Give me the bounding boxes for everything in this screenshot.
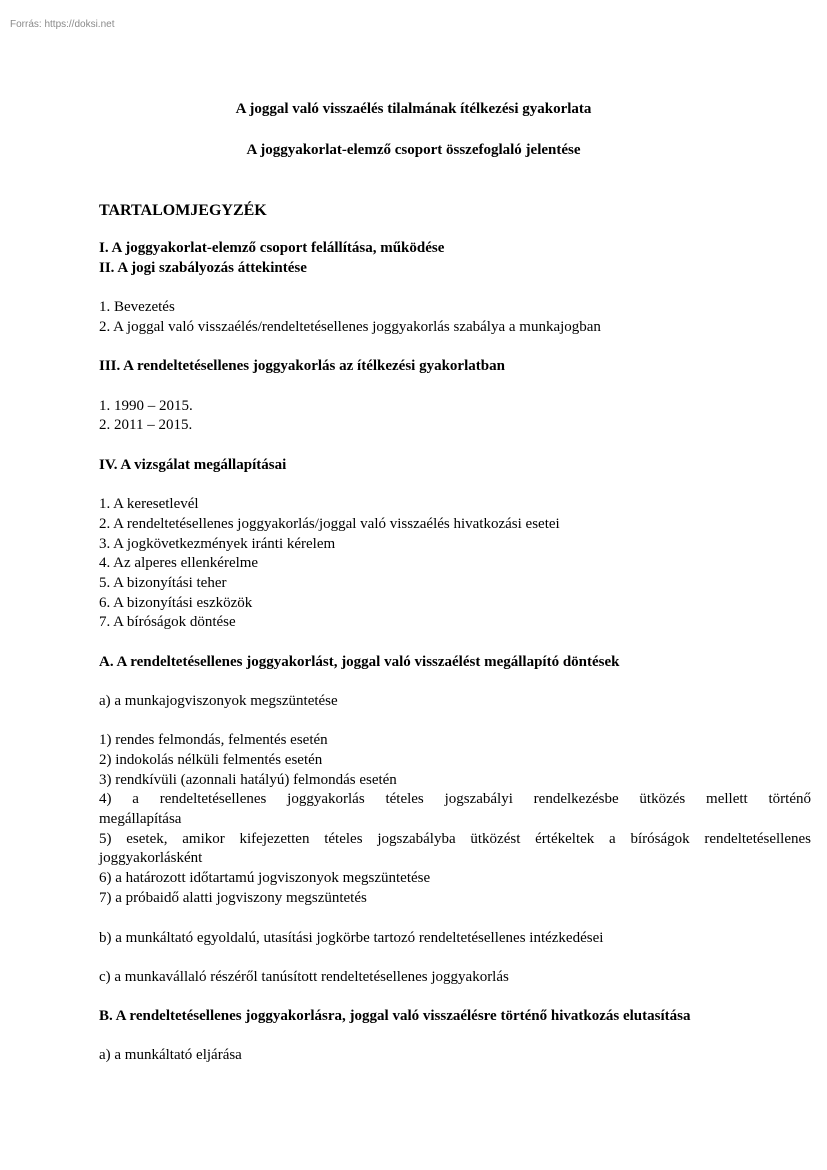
toc-section-2: II. A jogi szabályozás áttekintése [99,260,307,276]
toc-item: 5) esetek, amikor kifejezetten tételes jogszabályba ütközést értékeltek a bíróságok rendeltetésellenes [99,831,811,847]
toc-item: 2. A rendeltetésellenes joggyakorlás/joggal való visszaélés hivatkozási esetei [99,516,560,532]
toc-item: 7. A bíróságok döntése [99,614,236,630]
toc-item: 2) indokolás nélküli felmentés esetén [99,752,323,768]
toc-item: 4) a rendeltetésellenes joggyakorlás tételes jogszabályi rendelkezésbe ütközés mellett történő [99,791,811,807]
toc-item: 3. A jogkövetkezmények iránti kérelem [99,536,336,552]
document-subtitle: A joggyakorlat-elemző csoport összefoglaló jelentése [246,142,581,158]
toc-item-continuation: megállapítása [99,811,182,827]
toc-item: 5. A bizonyítási teher [99,575,227,591]
toc-item: 6) a határozott időtartamú jogviszonyok megszüntetése [99,870,431,886]
toc-subsection: a) a munkáltató eljárása [99,1047,242,1063]
toc-item: 4. Az alperes ellenkérelme [99,555,259,571]
toc-heading: TARTALOMJEGYZÉK [99,202,267,219]
toc-item: 1. Bevezetés [99,299,175,315]
toc-item: 1. A keresetlevél [99,496,199,512]
toc-item: 6. A bizonyítási eszközök [99,595,253,611]
toc-subsection: c) a munkavállaló részéről tanúsított rendeltetésellenes joggyakorlás [99,969,509,985]
toc-item: 1. 1990 – 2015. [99,398,193,414]
toc-item: 1) rendes felmondás, felmentés esetén [99,732,328,748]
toc-item: 3) rendkívüli (azonnali hatályú) felmondás esetén [99,772,397,788]
toc-section-4: IV. A vizsgálat megállapításai [99,457,287,473]
toc-section-b: B. A rendeltetésellenes joggyakorlásra, joggal való visszaélésre történő hivatkozás elutasítása [99,1008,691,1024]
toc-item-continuation: joggyakorlásként [99,850,203,866]
toc-item: 2. 2011 – 2015. [99,417,193,433]
toc-subsection: b) a munkáltató egyoldalú, utasítási jogkörbe tartozó rendeltetésellenes intézkedései [99,930,604,946]
source-label: Forrás: https://doksi.net [10,19,115,30]
toc-item: 2. A joggal való visszaélés/rendeltetésellenes joggyakorlás szabálya a munkajogban [99,319,601,335]
toc-subsection: a) a munkajogviszonyok megszüntetése [99,693,338,709]
toc-item: 7) a próbaidő alatti jogviszony megszüntetés [99,890,367,906]
toc-section-3: III. A rendeltetésellenes joggyakorlás az ítélkezési gyakorlatban [99,358,505,374]
document-title: A joggal való visszaélés tilalmának ítélkezési gyakorlata [235,101,592,117]
toc-section-1: I. A joggyakorlat-elemző csoport felállítása, működése [99,240,445,256]
toc-section-a: A. A rendeltetésellenes joggyakorlást, joggal való visszaélést megállapító döntések [99,654,620,670]
